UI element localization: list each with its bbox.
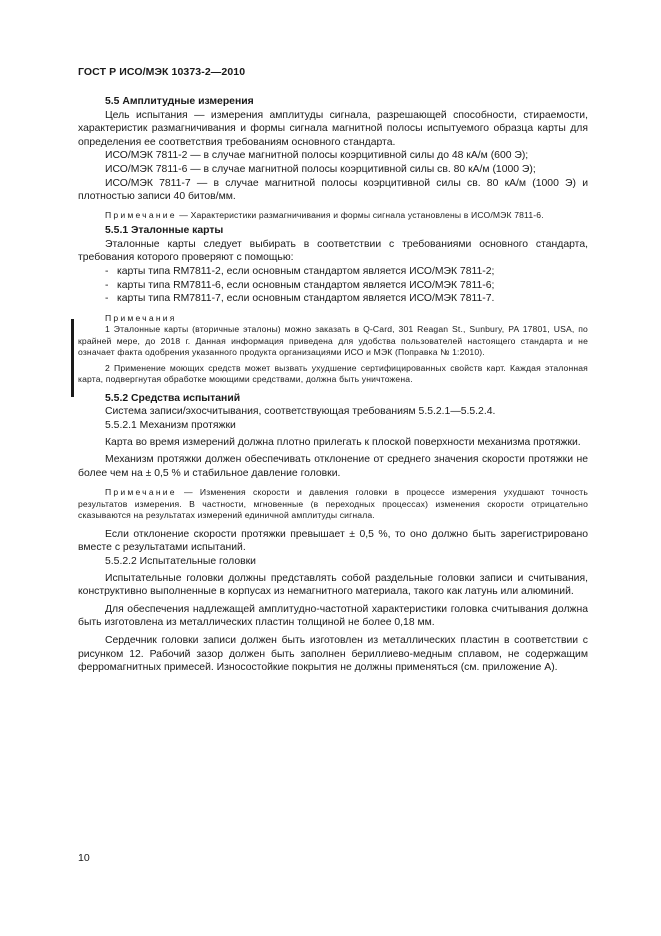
- section-5-5-2-2-heading: 5.5.2.2 Испытательные головки: [105, 556, 256, 568]
- reference-card-list: [78, 265, 588, 306]
- page-header: ГОСТ Р ИСО/МЭК 10373-2—2010: [78, 66, 246, 78]
- standard-item: ИСО/МЭК 7811-2 — в случае магнитной полосы коэрцитивной силы до 48 кА/м (600 Э);: [105, 150, 529, 162]
- notes-label: Примечания: [105, 312, 177, 323]
- note-item: 2 Применение моющих средств может вызвать ухудшение сертифицированных свойств карт. Каждая эталонная карта, подвергнутая обработке моющими средствами, должна быть уничтожена.: [78, 362, 588, 385]
- section-5-5-1-intro: Эталонные карты следует выбирать в соответствии с требованиями основного стандарта, требования которого проверяют с помощью:: [78, 238, 588, 264]
- standard-item: ИСО/МЭК 7811-6 — в случае магнитной полосы коэрцитивной силы св. 80 кА/м (1000 Э);: [105, 163, 536, 175]
- note-text: — Характеристики размагничивания и формы сигнала установлены в ИСО/МЭК 7811-6.: [176, 209, 544, 220]
- section-5-5-1-heading: 5.5.1 Эталонные карты: [105, 225, 224, 237]
- document-body: [78, 95, 588, 675]
- paragraph: Карта во время измерений должна плотно прилегать к плоской поверхности механизма протяжки.: [105, 436, 581, 448]
- list-item: - карты типа RM7811-6, если основным стандартом является ИСО/МЭК 7811-6;: [105, 279, 588, 293]
- list-item: - карты типа RM7811-7, если основным стандартом является ИСО/МЭК 7811-7.: [105, 292, 588, 306]
- section-5-5-2-line: Система записи/эхосчитывания, соответствующая требованиям 5.5.2.1—5.5.2.4.: [105, 406, 496, 418]
- standard-item: ИСО/МЭК 7811-7 — в случае магнитной полосы коэрцитивной силы св. 80 кА/м (1000 Э) и плотностью записи 40 битов/мм.: [78, 177, 588, 203]
- paragraph: Испытательные головки должны представлять собой раздельные головки записи и считывания, конструктивно выполненные в корпусах из немагнитного материала, такого как латунь или алюминий.: [78, 572, 588, 598]
- note-label: Примечание: [105, 487, 177, 498]
- note-5-5: [78, 210, 588, 222]
- change-bar: [71, 319, 74, 397]
- page-number: 10: [78, 852, 90, 864]
- section-5-5-2-1-heading: 5.5.2.1 Механизм протяжки: [105, 420, 236, 431]
- paragraph: Механизм протяжки должен обеспечивать отклонение от среднего значения скорости протяжки не более чем на ± 0,5 % и стабильное давление головки.: [78, 454, 588, 479]
- paragraph: Для обеспечения надлежащей амплитудно-частотной характеристики головка считывания должна быть изготовлена из металлических пластин толщиной не более 0,18 мм.: [78, 603, 588, 629]
- note-item: 1 Эталонные карты (вторичные эталоны) можно заказать в Q-Card, 301 Reagan St., Sunbury, PA 17801, USA, по крайней мере, до 2018 г. Данная информация приведена для удобства пользователей настоящего стандарта и не означает факта одобрения указанного продукта организациями ИСО и МЭК (Поправка № 1:2010).: [78, 324, 588, 358]
- section-5-5-intro: Цель испытания — измерения амплитуды сигнала, разрешающей способности, стираемости, характеристик размагничивания и формы сигнала магнитной полосы испытуемого образца карты для определения ее соответствия требованиям основного стандарта.: [78, 109, 588, 148]
- paragraph: Если отклонение скорости протяжки превышает ± 0,5 %, то оно должно быть зарегистрировано вместе с результатами испытаний.: [78, 528, 588, 554]
- note-5-5-2-1: [78, 487, 588, 522]
- section-5-5-2-heading: 5.5.2 Средства испытаний: [105, 392, 241, 404]
- paragraph: Сердечник головки записи должен быть изготовлен из металлических пластин в соответствии с рисунком 12. Рабочий зазор должен быть заполнен бериллиево-медным сплавом, не содержащим ферромагнитных примесей. Износостойкие покрытия не должны применяться (см. приложение А).: [78, 635, 588, 674]
- list-item: - карты типа RM7811-2, если основным стандартом является ИСО/МЭК 7811-2;: [105, 265, 588, 279]
- note-text: — Изменения скорости и давления головки в процессе измерения ухудшают точность результатов измерения. В частности, мгновенные (в переходных процессах) изменения скорости отрицательно сказываются на результатах измерений единичной амплитуды сигнала.: [78, 487, 588, 521]
- note-label: Примечание: [105, 209, 177, 220]
- section-5-5-heading: 5.5 Амплитудные измерения: [105, 96, 254, 107]
